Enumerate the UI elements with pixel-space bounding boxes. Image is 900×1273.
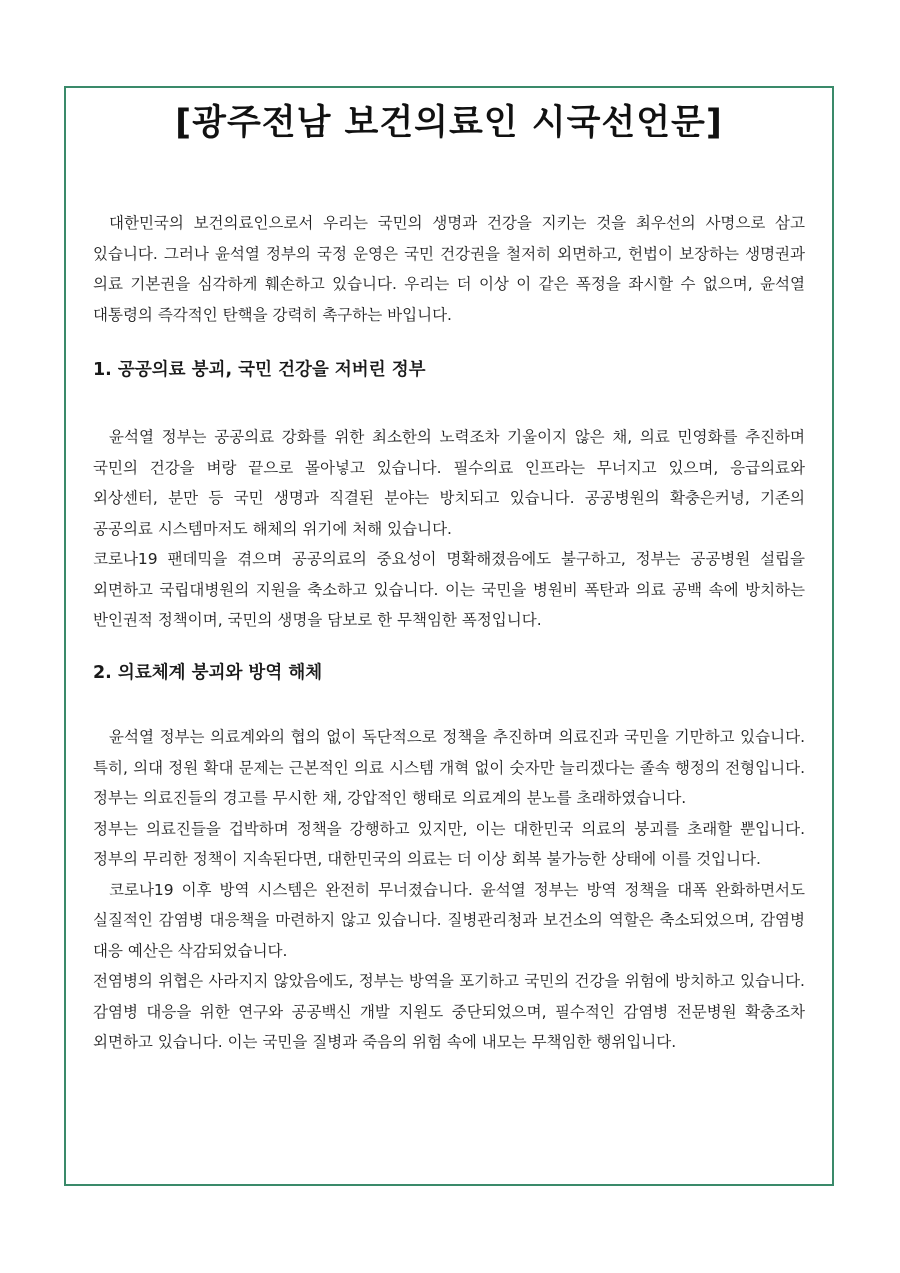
section-1-body bbox=[93, 422, 805, 636]
document-body bbox=[93, 208, 805, 1051]
section-2-body bbox=[93, 722, 805, 1058]
section-2-paragraph-3: 코로나19 이후 방역 시스템은 완전히 무너졌습니다. 윤석열 정부는 방역 정책을 대폭 완화하면서도 실질적인 감염병 대응책을 마련하지 않고 있습니다. 질병관리청과 보건소의 역할은 축소되었으며, 감염병 대응 예산은 삭감되었습니다. bbox=[93, 880, 805, 960]
section-2-paragraph-4: 전염병의 위협은 사라지지 않았음에도, 정부는 방역을 포기하고 국민의 건강을 위험에 방치하고 있습니다. 감염병 대응을 위한 연구와 공공백신 개발 지원도 중단되었으며, 필수적인 감염병 전문병원 확충조차 외면하고 있습니다. 이는 국민을 질병과 죽음의 위험 속에 내모는 무책임한 행위입니다. bbox=[93, 972, 805, 1051]
section-1-paragraph-2: 코로나19 팬데믹을 겪으며 공공의료의 중요성이 명확해졌음에도 불구하고, 정부는 공공병원 설립을 외면하고 국립대병원의 지원을 축소하고 있습니다. 이는 국민을 병원비 폭탄과 의료 공백 속에 방치하는 반인권적 정책이며, 국민의 생명을 담보로 한 무책임한 폭정입니다. bbox=[93, 550, 805, 629]
document-title: [광주전남 보건의료인 시국선언문] bbox=[175, 103, 723, 143]
section-1-heading: 1. 공공의료 붕괴, 국민 건강을 저버린 정부 bbox=[93, 360, 426, 380]
section-2-paragraph-1: 윤석열 정부는 의료계와의 협의 없이 독단적으로 정책을 추진하며 의료진과 국민을 기만하고 있습니다. 특히, 의대 정원 확대 문제는 근본적인 의료 시스템 개혁 없이 숫자만 늘리겠다는 졸속 행정의 전형입니다. 정부는 의료진들의 경고를 무시한 채, 강압적인 행태로 의료계의 분노를 초래하였습니다. bbox=[93, 728, 805, 807]
section-1-paragraph-1: 윤석열 정부는 공공의료 강화를 위한 최소한의 노력조차 기울이지 않은 채, 의료 민영화를 추진하며 국민의 건강을 벼랑 끝으로 몰아넣고 있습니다. 필수의료 인프라는 무너지고 있으며, 응급의료와 외상센터, 분만 등 국민 생명과 직결된 분야는 방치되고 있습니다. 공공병원의 확충은커녕, 기존의 공공의료 시스템마저도 해체의 위기에 처해 있습니다. bbox=[93, 428, 805, 538]
section-2-paragraph-2: 정부는 의료진들을 겁박하며 정책을 강행하고 있지만, 이는 대한민국 의료의 붕괴를 초래할 뿐입니다. 정부의 무리한 정책이 지속된다면, 대한민국의 의료는 더 이상 회복 불가능한 상태에 이를 것입니다. bbox=[93, 819, 805, 868]
intro-paragraph: 대한민국의 보건의료인으로서 우리는 국민의 생명과 건강을 지키는 것을 최우선의 사명으로 삼고 있습니다. 그러나 윤석열 정부의 국정 운영은 국민 건강권을 철저히 외면하고, 헌법이 보장하는 생명권과 의료 기본권을 심각하게 훼손하고 있습니다. 우리는 더 이상 이 같은 폭정을 좌시할 수 없으며, 윤석열 대통령의 즉각적인 탄핵을 강력히 촉구하는 바입니다. bbox=[93, 214, 805, 324]
section-2-heading: 2. 의료체계 붕괴와 방역 해체 bbox=[93, 663, 323, 683]
